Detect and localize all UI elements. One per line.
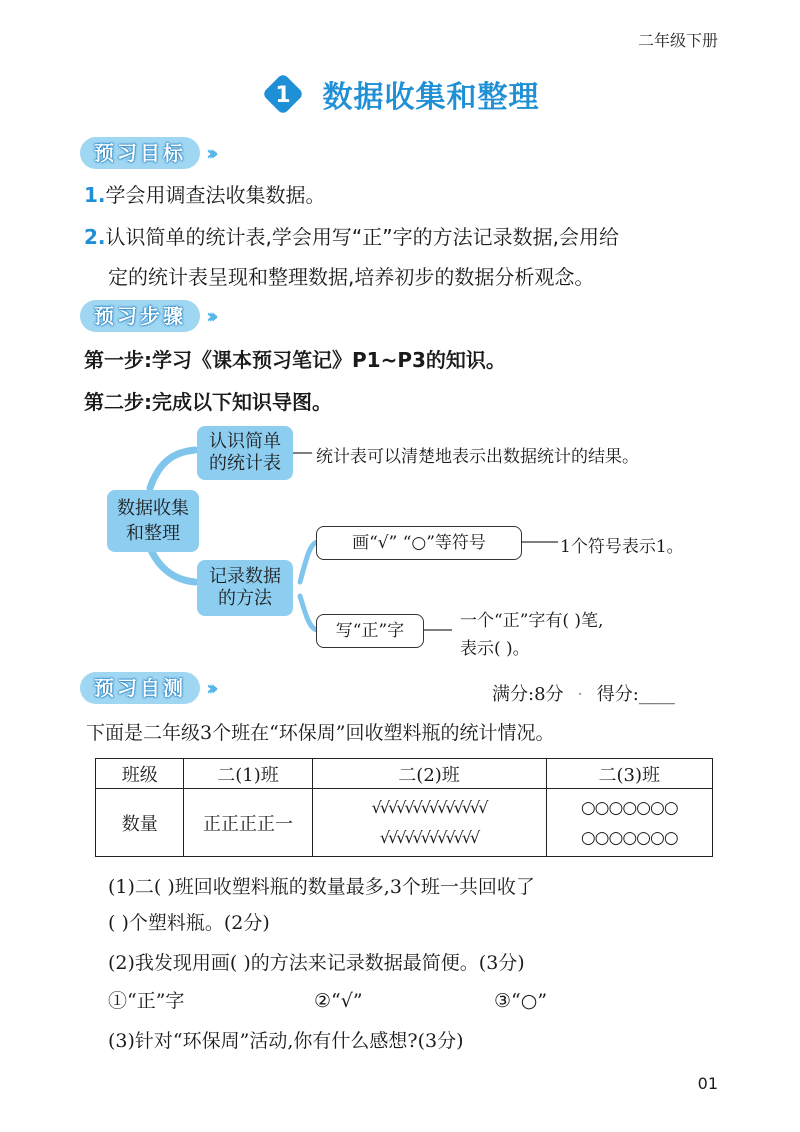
- mindmap-leaf-zheng: 写“正”字: [316, 614, 424, 648]
- header-class1: 二(1)班: [184, 759, 312, 789]
- mindmap-branch-table-line2: 的统计表: [209, 453, 281, 474]
- header-class3: 二(3)班: [546, 759, 712, 789]
- double-chevron-icon: ›››: [206, 304, 213, 328]
- steps-label: 预习步骤: [80, 300, 200, 332]
- steps-header: [80, 300, 213, 332]
- score-blank[interactable]: ____: [638, 684, 675, 705]
- question-1b: ( )个塑料瓶。(2分): [108, 912, 270, 934]
- question-2: (2)我发现用画( )的方法来记录数据最简便。(3分): [108, 952, 525, 974]
- class3-circles: [546, 789, 712, 857]
- goal-1-text: 学会用调查法收集数据。: [105, 183, 326, 207]
- class2-ticks: [312, 789, 546, 857]
- class2-ticks-line2: √√√√√√√√√√√√: [379, 827, 479, 847]
- double-chevron-icon: ›››: [206, 676, 213, 700]
- table-header-row: [96, 759, 713, 789]
- mindmap-branch-table-line1: 认识简单: [209, 431, 281, 452]
- stats-table: [95, 758, 713, 857]
- double-chevron-icon: ›››: [206, 141, 213, 165]
- mindmap-leaf-zheng-note2: 表示( )。: [460, 639, 530, 659]
- header-class2: 二(2)班: [312, 759, 546, 789]
- mindmap-branch-table: [197, 426, 293, 480]
- mindmap-branch-record-line1: 记录数据: [209, 566, 281, 587]
- mindmap-leaf-symbols: 画“√” “○”等符号: [316, 526, 522, 560]
- chapter-number-badge: [261, 72, 305, 116]
- question-1a: (1)二( )班回收塑料瓶的数量最多,3个班一共回收了: [108, 876, 535, 898]
- mindmap-root-line1: 数据收集: [117, 498, 189, 519]
- score-label: 得分:: [596, 684, 639, 705]
- class3-circles-line1: ○○○○○○○: [580, 797, 678, 818]
- test-label: 预习自测: [80, 672, 200, 704]
- test-header: [80, 672, 213, 704]
- goal-2-continued: 定的统计表呈现和整理数据,培养初步的数据分析观念。: [108, 265, 595, 289]
- goal-2: [84, 222, 619, 252]
- table-row: [96, 789, 713, 857]
- grade-label: 二年级下册: [637, 31, 718, 50]
- goals-label: 预习目标: [80, 137, 200, 169]
- mindmap-leaf-symbols-note: 1个符号表示1。: [560, 537, 684, 557]
- score-separator: ·: [577, 684, 583, 705]
- mindmap-branch-table-note: 统计表可以清楚地表示出数据统计的结果。: [316, 447, 639, 467]
- step-1: 第一步:学习《课本预习笔记》P1~P3的知识。: [84, 348, 506, 372]
- question-3: (3)针对“环保周”活动,你有什么感想?(3分): [108, 1030, 464, 1052]
- row-label: 数量: [96, 789, 184, 857]
- page-number: 01: [697, 1074, 718, 1093]
- question-2-option-3: ③“○”: [494, 990, 548, 1012]
- score-line: [492, 680, 675, 706]
- goal-2-number: 2.: [84, 225, 106, 249]
- mindmap-root: [107, 490, 199, 552]
- mindmap-leaf-zheng-note1: 一个“正”字有( )笔,: [460, 611, 604, 631]
- goal-1-number: 1.: [84, 183, 106, 207]
- class1-tally: 正正正正一: [184, 789, 312, 857]
- diamond-icon: [261, 72, 305, 116]
- chapter-number: 1: [274, 83, 291, 108]
- mindmap-branch-record: [197, 560, 293, 616]
- question-2-option-1: ①“正”字: [108, 990, 185, 1012]
- chapter-title: [0, 72, 800, 116]
- mindmap-root-line2: 和整理: [126, 523, 180, 544]
- goals-header: [80, 137, 213, 169]
- page-title: 数据收集和整理: [322, 80, 540, 115]
- question-2-option-2: ②“√”: [314, 990, 363, 1012]
- goal-2-text: 认识简单的统计表,学会用写“正”字的方法记录数据,会用给: [105, 225, 619, 249]
- goal-1: [84, 180, 326, 210]
- header-class: 班级: [96, 759, 184, 789]
- intro-text: 下面是二年级3个班在“环保周”回收塑料瓶的统计情况。: [86, 722, 555, 744]
- mindmap-branch-record-line2: 的方法: [218, 588, 272, 609]
- class2-ticks-line1: √√√√√√√√√√√√√√: [371, 797, 487, 817]
- class3-circles-line2: ○○○○○○○: [580, 827, 678, 848]
- full-score: 满分:8分: [492, 684, 564, 705]
- step-2: 第二步:完成以下知识导图。: [84, 390, 332, 414]
